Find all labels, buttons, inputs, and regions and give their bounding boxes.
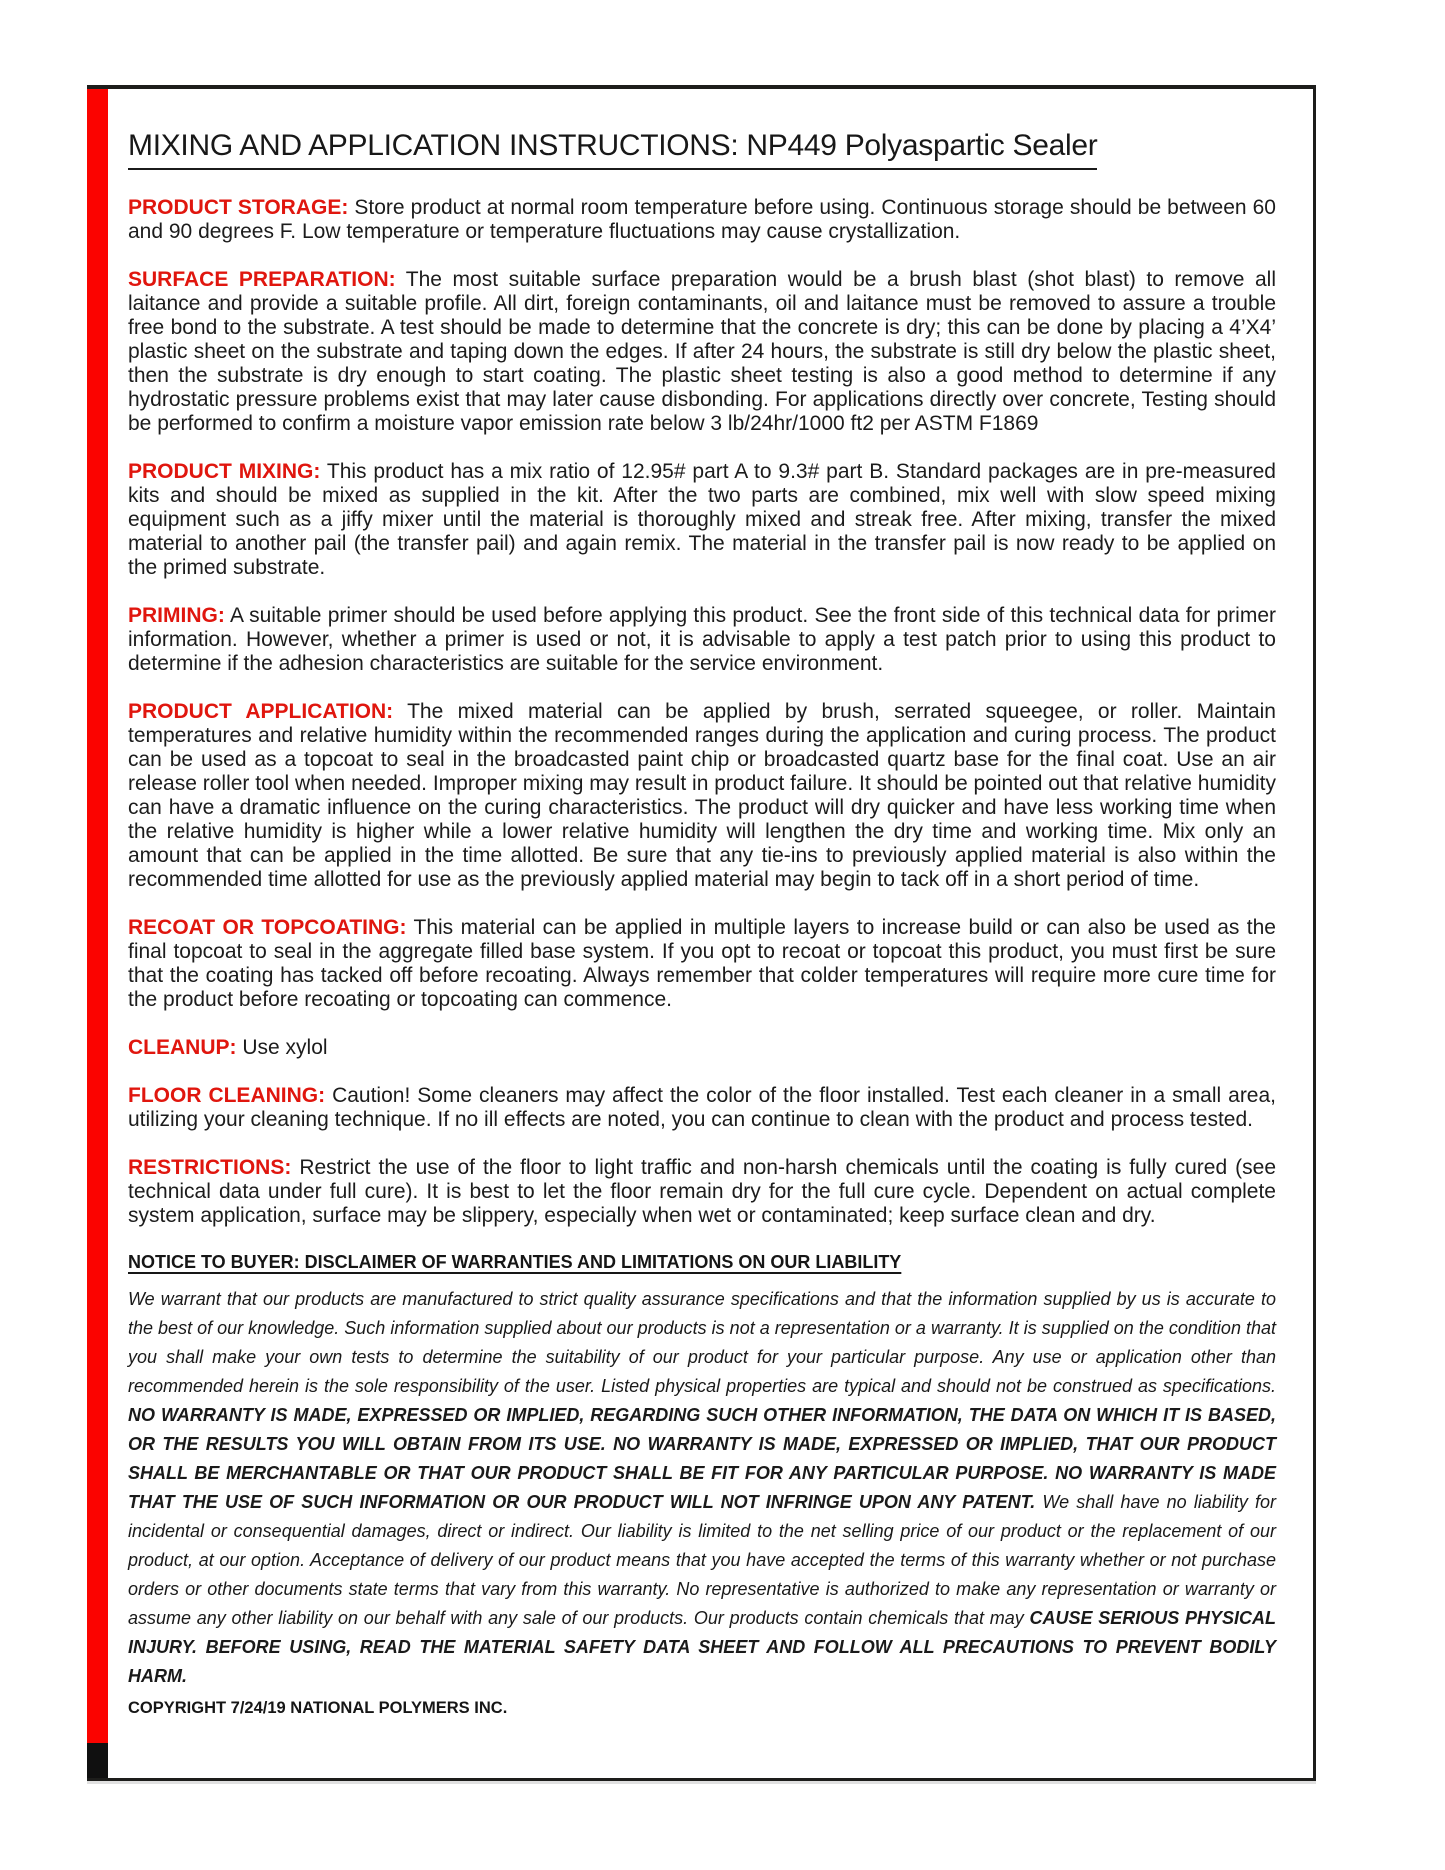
disclaimer-text: We shall have no liability for incidental or consequential damages, direct or indirect. Our liability is limited to the net selling price of our product or the replacement of our product, at our option. Acceptance of delivery of our product means that you have accepted the terms of this warranty whether or not purchase orders or other documents state terms that vary from this warranty. No representative is authorized to make any representation or warranty or assume any other liability on our behalf with any sale of our products. Our products contain chemicals that may xyxy=(128,1492,1277,1628)
section-heading: PRIMING: xyxy=(128,604,225,627)
section-text: The most suitable surface preparation would be a brush blast (shot blast) to remove all laitance and provide a suitable profile. All dirt, foreign contaminants, oil and laitance must be removed to assure a trouble free bond to the substrate. A test should be made to determine that the concrete is dry; this can be done by placing a 4’X4’ plastic sheet on the substrate and taping down the edges. If after 24 hours, the substrate is still dry below the plastic sheet, then the substrate is dry enough to start coating. The plastic sheet testing is also a good method to determine if any hydrostatic pressure problems exist that may later cause disbonding. For applications directly over concrete, Testing should be performed to confirm a moisture vapor emission rate below 3 lb/24hr/1000 ft2 per ASTM F1869 xyxy=(128,268,1276,435)
section-heading: PRODUCT STORAGE: xyxy=(128,196,349,219)
section-text: This material can be applied in multiple layers to increase build or can also be used as the final topcoat to seal in the aggregate filled base system. If you opt to recoat or topcoat this product, you must first be sure that the coating has tacked off before recoating. Always remember that colder temperatures will require more cure time for the product before recoating or topcoating can commence. xyxy=(128,916,1276,1011)
sheet-content xyxy=(128,89,1276,1718)
section-text: Use xylol xyxy=(242,1036,328,1059)
section-text: Store product at normal room temperature before using. Continuous storage should be between 60 and 90 degrees F. Low temperature or temperature fluctuations may cause crystallization. xyxy=(128,196,1276,243)
section-text: The mixed material can be applied by brush, serrated squeegee, or roller. Maintain temperatures and relative humidity within the recommended ranges during the application and curing process. The product can be used as a topcoat to seal in the broadcasted paint chip or broadcasted quartz base for the final coat. Use an air release roller tool when needed. Improper mixing may result in product failure. It should be pointed out that relative humidity can have a dramatic influence on the curing characteristics. The product will dry quicker and have less working time when the relative humidity is higher while a lower relative humidity will lengthen the dry time and working time. Mix only an amount that can be applied in the time allotted. Be sure that any tie-ins to previously applied material is also within the recommended time allotted for use as the previously applied material may begin to tack off in a short period of time. xyxy=(128,700,1276,891)
section-priming xyxy=(128,604,1276,676)
section-surface-preparation xyxy=(128,268,1276,436)
instruction-sheet xyxy=(87,85,1316,1781)
section-heading: RECOAT OR TOPCOATING: xyxy=(128,916,407,939)
section-recoat-or-topcoating xyxy=(128,916,1276,1012)
section-heading: CLEANUP: xyxy=(128,1036,237,1059)
section-text: Caution! Some cleaners may affect the color of the floor installed. Test each cleaner in a small area, utilizing your cleaning technique. If no ill effects are noted, you can continue to clean with the product and process tested. xyxy=(128,1084,1277,1131)
warranty-disclaimer xyxy=(128,1285,1276,1691)
section-cleanup xyxy=(128,1036,1276,1060)
section-text: Restrict the use of the floor to light traffic and non-harsh chemicals until the coating is fully cured (see technical data under full cure). It is best to let the floor remain dry for the full cure cycle. Dependent on actual complete system application, surface may be slippery, especially when wet or contaminated; keep surface clean and dry. xyxy=(128,1156,1276,1227)
section-heading: RESTRICTIONS: xyxy=(128,1156,292,1179)
section-text: This product has a mix ratio of 12.95# part A to 9.3# part B. Standard packages are in pre-measured kits and should be mixed as supplied in the kit. After the two parts are combined, mix well with slow speed mixing equipment such as a jiffy mixer until the material is thoroughly mixed and streak free. After mixing, transfer the mixed material to another pail (the transfer pail) and again remix. The material in the transfer pail is now ready to be applied on the primed substrate. xyxy=(128,460,1276,579)
section-floor-cleaning xyxy=(128,1084,1276,1132)
page-title: MIXING AND APPLICATION INSTRUCTIONS: NP449 Polyaspartic Sealer xyxy=(128,129,1097,170)
disclaimer-bold-text: CAUSE SERIOUS PHYSICAL INJURY. BEFORE USING, READ THE MATERIAL SAFETY DATA SHEET AND FOLLOW ALL PRECAUTIONS TO PREVENT BODILY HARM. xyxy=(128,1608,1276,1686)
left-red-accent-bar xyxy=(87,89,108,1743)
section-heading: SURFACE PREPARATION: xyxy=(128,268,396,291)
section-restrictions xyxy=(128,1156,1276,1228)
section-heading: FLOOR CLEANING: xyxy=(128,1084,326,1107)
notice-to-buyer-heading: NOTICE TO BUYER: DISCLAIMER OF WARRANTIES AND LIMITATIONS ON OUR LIABILITY xyxy=(128,1252,902,1272)
copyright-line: COPYRIGHT 7/24/19 NATIONAL POLYMERS INC. xyxy=(128,1699,508,1717)
section-heading: PRODUCT APPLICATION: xyxy=(128,700,394,723)
section-product-mixing xyxy=(128,460,1276,580)
section-heading: PRODUCT MIXING: xyxy=(128,460,321,483)
disclaimer-text: We warrant that our products are manufactured to strict quality assurance specifications and that the information supplied by us is accurate to the best of our knowledge. Such information supplied about our products is not a representation or a warranty. It is supplied on the condition that you shall make your own tests to determine the suitability of our product for your particular purpose. Any use or application other than recommended herein is the sole responsibility of the user. Listed physical properties are typical and should not be construed as specifications. xyxy=(128,1289,1276,1396)
section-product-storage xyxy=(128,196,1276,244)
disclaimer-bold-text: NO WARRANTY IS MADE, EXPRESSED OR IMPLIED, REGARDING SUCH OTHER INFORMATION, THE DATA ON WHICH IT IS BASED, OR THE RESULTS YOU WILL OBTAIN FROM ITS USE. NO WARRANTY IS MADE, EXPRESSED OR IMPLIED, THAT OUR PRODUCT SHALL BE MERCHANTABLE OR THAT OUR PRODUCT SHALL BE FIT FOR ANY PARTICULAR PURPOSE. NO WARRANTY IS MADE THAT THE USE OF SUCH INFORMATION OR OUR PRODUCT WILL NOT INFRINGE UPON ANY PATENT. xyxy=(128,1405,1276,1512)
section-product-application xyxy=(128,700,1276,892)
left-bar-black-foot xyxy=(87,1743,108,1778)
section-text: A suitable primer should be used before applying this product. See the front side of this technical data for primer information. However, whether a primer is used or not, it is advisable to apply a test patch prior to using this product to determine if the adhesion characteristics are suitable for the service environment. xyxy=(128,604,1276,675)
